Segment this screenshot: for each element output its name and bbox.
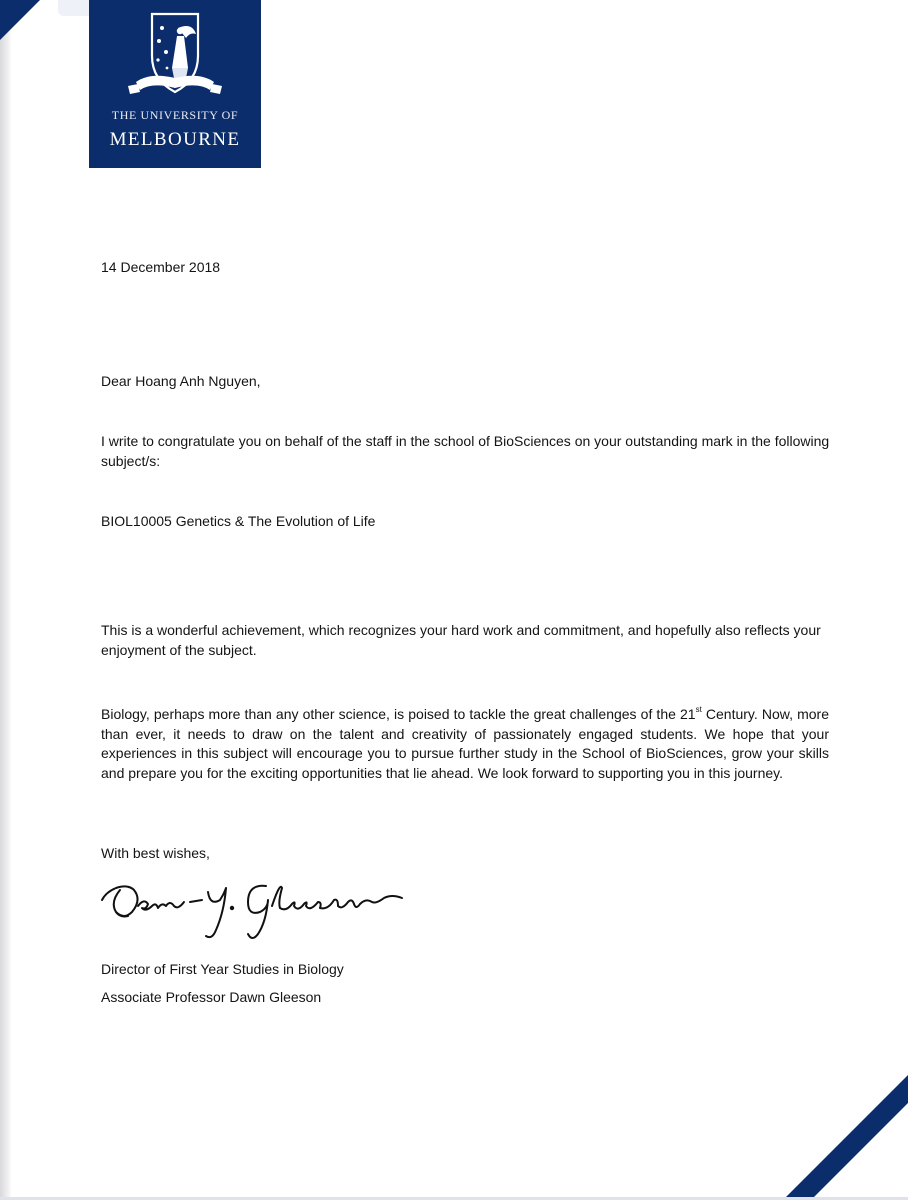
letter-date: 14 December 2018: [101, 259, 221, 275]
university-logo: [89, 0, 261, 168]
closing-line: With best wishes,: [101, 845, 210, 861]
biology-paragraph-part2: Century. Now, more than ever, it needs to draw on the talent and creativity of passionately engaged students. We hope that your experiences in this subject will encourage you to pursue further study in the School of BioSciences, grow your skills and prepare you for the exciting opportunities that lie ahead. We look forward to supporting you in this journey.: [101, 706, 830, 781]
top-left-corner-decoration: [0, 0, 40, 40]
biology-paragraph: [101, 700, 829, 783]
signer-title: Director of First Year Studies in Biology: [101, 961, 344, 977]
signer-name: Associate Professor Dawn Gleeson: [101, 989, 322, 1005]
intro-paragraph: I write to congratulate you on behalf of the staff in the school of BioSciences on your outstanding mark in the following subject/s:: [101, 433, 830, 469]
achievement-paragraph: This is a wonderful achievement, which recognizes your hard work and commitment, and hopefully also reflects your enjoyment of the subject.: [101, 622, 821, 658]
ordinal-superscript: st: [695, 705, 702, 714]
letter-greeting: Dear Hoang Anh Nguyen,: [101, 373, 261, 389]
bottom-right-corner-cutout: [811, 1103, 908, 1200]
logo-line-melbourne: MELBOURNE: [109, 129, 241, 150]
university-crest-icon: [122, 8, 228, 106]
biology-paragraph-part1: Biology, perhaps more than any other science, is poised to tackle the great challenges of the 21: [101, 706, 696, 722]
subject-line: BIOL10005 Genetics & The Evolution of Life: [101, 513, 376, 529]
handwritten-signature: [98, 872, 408, 950]
page-edge-shadow: [0, 0, 12, 1200]
logo-line-university-of: THE UNIVERSITY OF: [111, 108, 239, 122]
